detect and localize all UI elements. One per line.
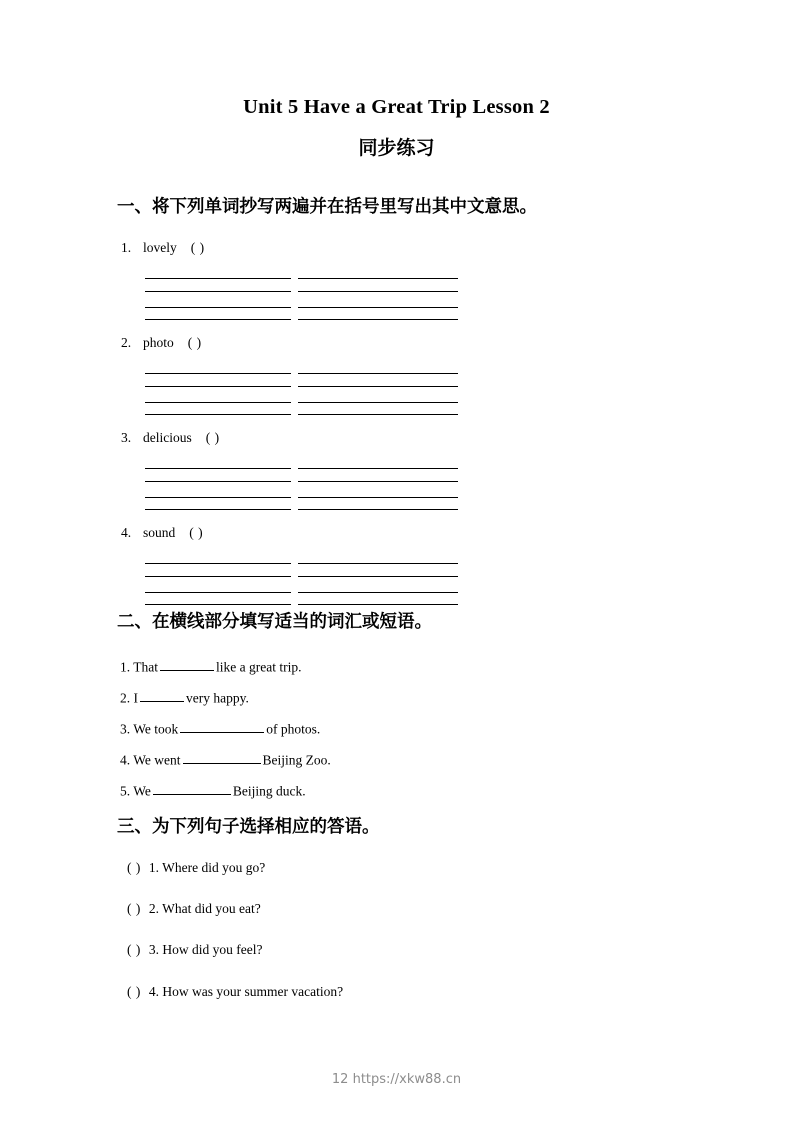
fill-in-blank[interactable] (180, 720, 264, 733)
writing-rule (298, 592, 458, 593)
page-title: Unit 5 Have a Great Trip Lesson 2 (243, 96, 550, 118)
word-item (121, 335, 202, 351)
match-item (127, 860, 265, 876)
match-item-number: 4. (148, 984, 159, 999)
writing-rule (145, 386, 291, 387)
writing-rule (298, 373, 458, 374)
writing-rule (298, 576, 458, 577)
word-item-number: 2. (121, 335, 132, 350)
writing-lines-column-right (298, 274, 458, 318)
match-item (127, 901, 261, 917)
writing-rule (145, 497, 291, 498)
match-item-question: What did you eat? (162, 901, 261, 916)
fill-in-after: Beijing Zoo. (262, 752, 331, 768)
footer-watermark: 12 https://xkw88.cn (331, 1072, 462, 1087)
fill-in-blank[interactable] (153, 782, 231, 795)
match-answer-parenthesis[interactable]: ( ) (127, 901, 141, 916)
page-subtitle: 同步练习 (358, 137, 435, 159)
writing-rule (145, 291, 291, 292)
writing-rule (298, 468, 458, 469)
writing-lines-column-right (298, 464, 458, 508)
match-item-question: Where did you go? (162, 860, 266, 875)
word-item-parenthesis: ( ) (187, 335, 202, 350)
writing-lines-column-left (145, 559, 291, 603)
match-item-question: How was your summer vacation? (162, 984, 344, 999)
fill-in-item (120, 751, 331, 768)
section-1-heading: 一、将下列单词抄写两遍并在括号里写出其中文意思。 (117, 197, 537, 217)
section-2-heading: 二、在横线部分填写适当的词汇或短语。 (117, 612, 432, 632)
fill-in-after: like a great trip. (216, 659, 302, 675)
word-item-text: delicious (143, 430, 192, 445)
fill-in-number: 1. (120, 659, 131, 675)
word-item-parenthesis: ( ) (189, 525, 204, 540)
writing-rule (145, 319, 291, 320)
writing-rule (298, 497, 458, 498)
writing-lines-column-right (298, 369, 458, 413)
word-item-number: 1. (121, 240, 132, 255)
writing-rule (145, 563, 291, 564)
word-item (121, 240, 205, 256)
word-item-text: photo (143, 335, 174, 350)
writing-lines-block (145, 274, 458, 318)
fill-in-before: We took (133, 721, 179, 737)
match-item (127, 984, 343, 1000)
writing-rule (145, 307, 291, 308)
word-item-text: lovely (143, 240, 177, 255)
fill-in-after: of photos. (266, 721, 321, 737)
fill-in-item (120, 658, 301, 675)
fill-in-number: 4. (120, 752, 131, 768)
fill-in-before: We (133, 783, 151, 799)
fill-in-number: 5. (120, 783, 131, 799)
writing-rule (145, 509, 291, 510)
writing-lines-block (145, 559, 458, 603)
writing-rule (298, 509, 458, 510)
writing-rule (145, 576, 291, 577)
writing-rule (298, 278, 458, 279)
fill-in-after: very happy. (186, 690, 249, 706)
writing-lines-block (145, 464, 458, 508)
writing-rule (145, 402, 291, 403)
writing-rule (145, 592, 291, 593)
writing-rule (145, 481, 291, 482)
fill-in-item (120, 782, 306, 799)
section-3-heading: 三、为下列句子选择相应的答语。 (117, 817, 380, 837)
writing-rule (298, 402, 458, 403)
fill-in-before: We went (133, 752, 181, 768)
fill-in-before: That (133, 659, 159, 675)
match-item-question: How did you feel? (162, 942, 263, 957)
fill-in-number: 2. (120, 690, 131, 706)
match-item-number: 1. (148, 860, 159, 875)
writing-rule (298, 307, 458, 308)
match-answer-parenthesis[interactable]: ( ) (127, 942, 141, 957)
word-item-text: sound (143, 525, 176, 540)
match-answer-parenthesis[interactable]: ( ) (127, 860, 141, 875)
writing-lines-column-right (298, 559, 458, 603)
fill-in-item (120, 689, 249, 706)
writing-rule (298, 291, 458, 292)
word-item (121, 525, 203, 541)
writing-rule (145, 373, 291, 374)
writing-rule (145, 414, 291, 415)
writing-lines-column-left (145, 274, 291, 318)
word-item-parenthesis: ( ) (205, 430, 220, 445)
word-item (121, 430, 220, 446)
match-item-number: 2. (148, 901, 159, 916)
writing-rule (145, 278, 291, 279)
writing-rule (298, 414, 458, 415)
fill-in-blank[interactable] (140, 689, 184, 702)
writing-rule (145, 468, 291, 469)
match-item-number: 3. (148, 942, 159, 957)
writing-lines-column-left (145, 369, 291, 413)
fill-in-blank[interactable] (183, 751, 261, 764)
match-answer-parenthesis[interactable]: ( ) (127, 984, 141, 999)
match-item (127, 942, 262, 958)
writing-rule (298, 386, 458, 387)
writing-lines-column-left (145, 464, 291, 508)
word-item-parenthesis: ( ) (190, 240, 205, 255)
writing-rule (298, 604, 458, 605)
fill-in-item (120, 720, 320, 737)
writing-lines-block (145, 369, 458, 413)
writing-rule (298, 563, 458, 564)
writing-rule (145, 604, 291, 605)
word-item-number: 4. (121, 525, 132, 540)
fill-in-number: 3. (120, 721, 131, 737)
writing-rule (298, 481, 458, 482)
fill-in-before: I (133, 690, 138, 706)
fill-in-blank[interactable] (160, 658, 214, 671)
fill-in-after: Beijing duck. (232, 783, 306, 799)
writing-rule (298, 319, 458, 320)
word-item-number: 3. (121, 430, 132, 445)
